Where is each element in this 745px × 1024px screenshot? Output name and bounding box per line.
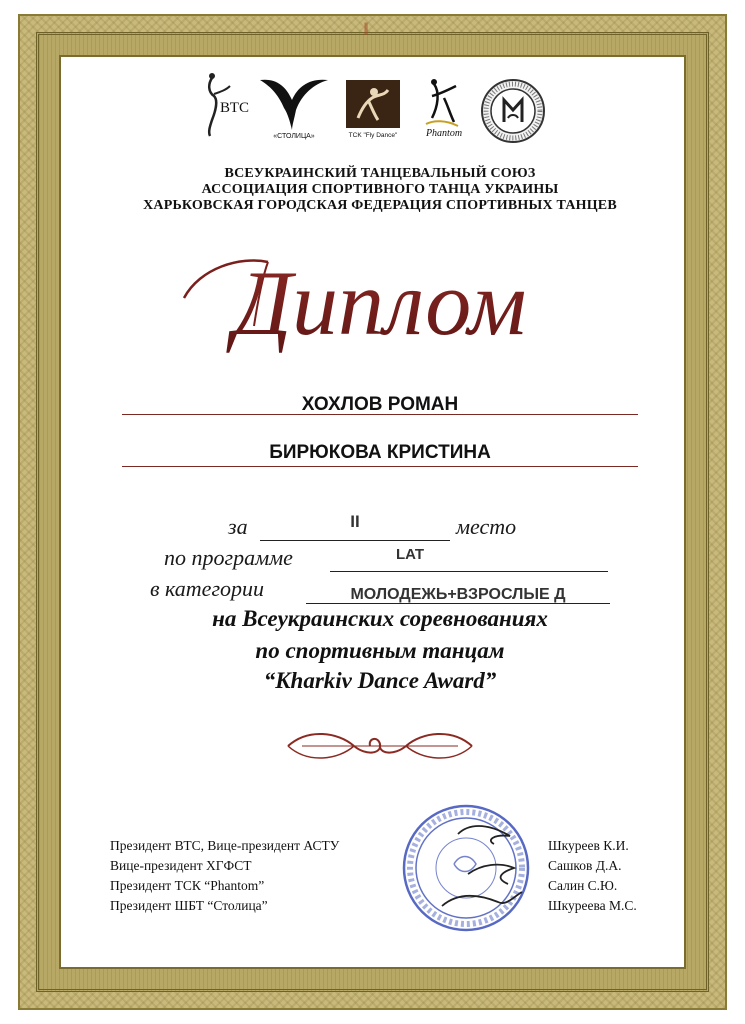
signatory-position: Президент ВТС, Вице-президент АСТУ [110, 838, 340, 853]
ornament-divider [282, 724, 478, 770]
program-label: по программе [164, 545, 293, 570]
name-underline [122, 414, 638, 415]
signatory-position: Вице-президент ХГФСТ [110, 858, 252, 873]
place-suffix: место [456, 514, 517, 539]
title-text: Диплом [233, 252, 527, 354]
stolitsa-logo-text: «СТОЛИЦА» [273, 133, 315, 140]
participant-name: ХОХЛОВ РОМАН [301, 394, 459, 415]
btc-logo [200, 70, 260, 140]
fly-dance-logo-text: TCK "Fly Dance" [348, 132, 398, 139]
signatory-position: Президент ТСК “Phantom” [110, 878, 265, 893]
category-value: МОЛОДЕЖЬ+ВЗРОСЛЫЕ Д [350, 586, 566, 603]
name-underline [122, 466, 638, 467]
organization-line: АССОЦИАЦИЯ СПОРТИВНОГО ТАНЦА УКРАИНЫ [201, 182, 559, 197]
signatory-positions [110, 836, 410, 916]
signatory-name: Салин С.Ю. [548, 878, 618, 893]
organization-line: ВСЕУКРАИНСКИЙ ТАНЦЕВАЛЬНЫЙ СОЮЗ [224, 166, 536, 181]
frame-top-ornament: ǁ [363, 19, 369, 39]
program-value: LAT [395, 546, 425, 563]
signatory-name: Сашков Д.А. [548, 858, 622, 873]
organizations-header [100, 166, 660, 214]
signatory-name: Шкуреева М.С. [548, 898, 637, 913]
event-line: по спортивным танцам [255, 638, 505, 663]
official-stamp [398, 794, 548, 944]
program-underline [330, 571, 608, 572]
logos-row [200, 70, 560, 150]
federation-seal-logo [480, 78, 546, 144]
place-prefix: за [228, 514, 248, 539]
signatory-names [548, 836, 688, 916]
phantom-logo-text: Phantom [425, 128, 463, 139]
event-name: “Kharkiv Dance Award” [263, 668, 497, 693]
event-line: на Всеукраинских соревнованиях [212, 606, 548, 631]
category-label: в категории [150, 576, 265, 601]
organization-line: ХАРЬКОВСКАЯ ГОРОДСКАЯ ФЕДЕРАЦИЯ СПОРТИВНЫХ ТАНЦЕВ [143, 198, 617, 213]
fly-dance-logo [344, 78, 402, 140]
participant-name: БИРЮКОВА КРИСТИНА [269, 442, 491, 463]
place-value: II [350, 512, 360, 531]
stolitsa-logo [256, 70, 332, 140]
place-underline [260, 540, 450, 541]
signatory-position: Президент ШБТ “Столица” [110, 898, 268, 913]
btc-logo-text: ВТС [220, 100, 249, 116]
phantom-logo [414, 76, 470, 140]
diploma-title [170, 238, 590, 368]
signatory-name: Шкуреев К.И. [548, 838, 629, 853]
